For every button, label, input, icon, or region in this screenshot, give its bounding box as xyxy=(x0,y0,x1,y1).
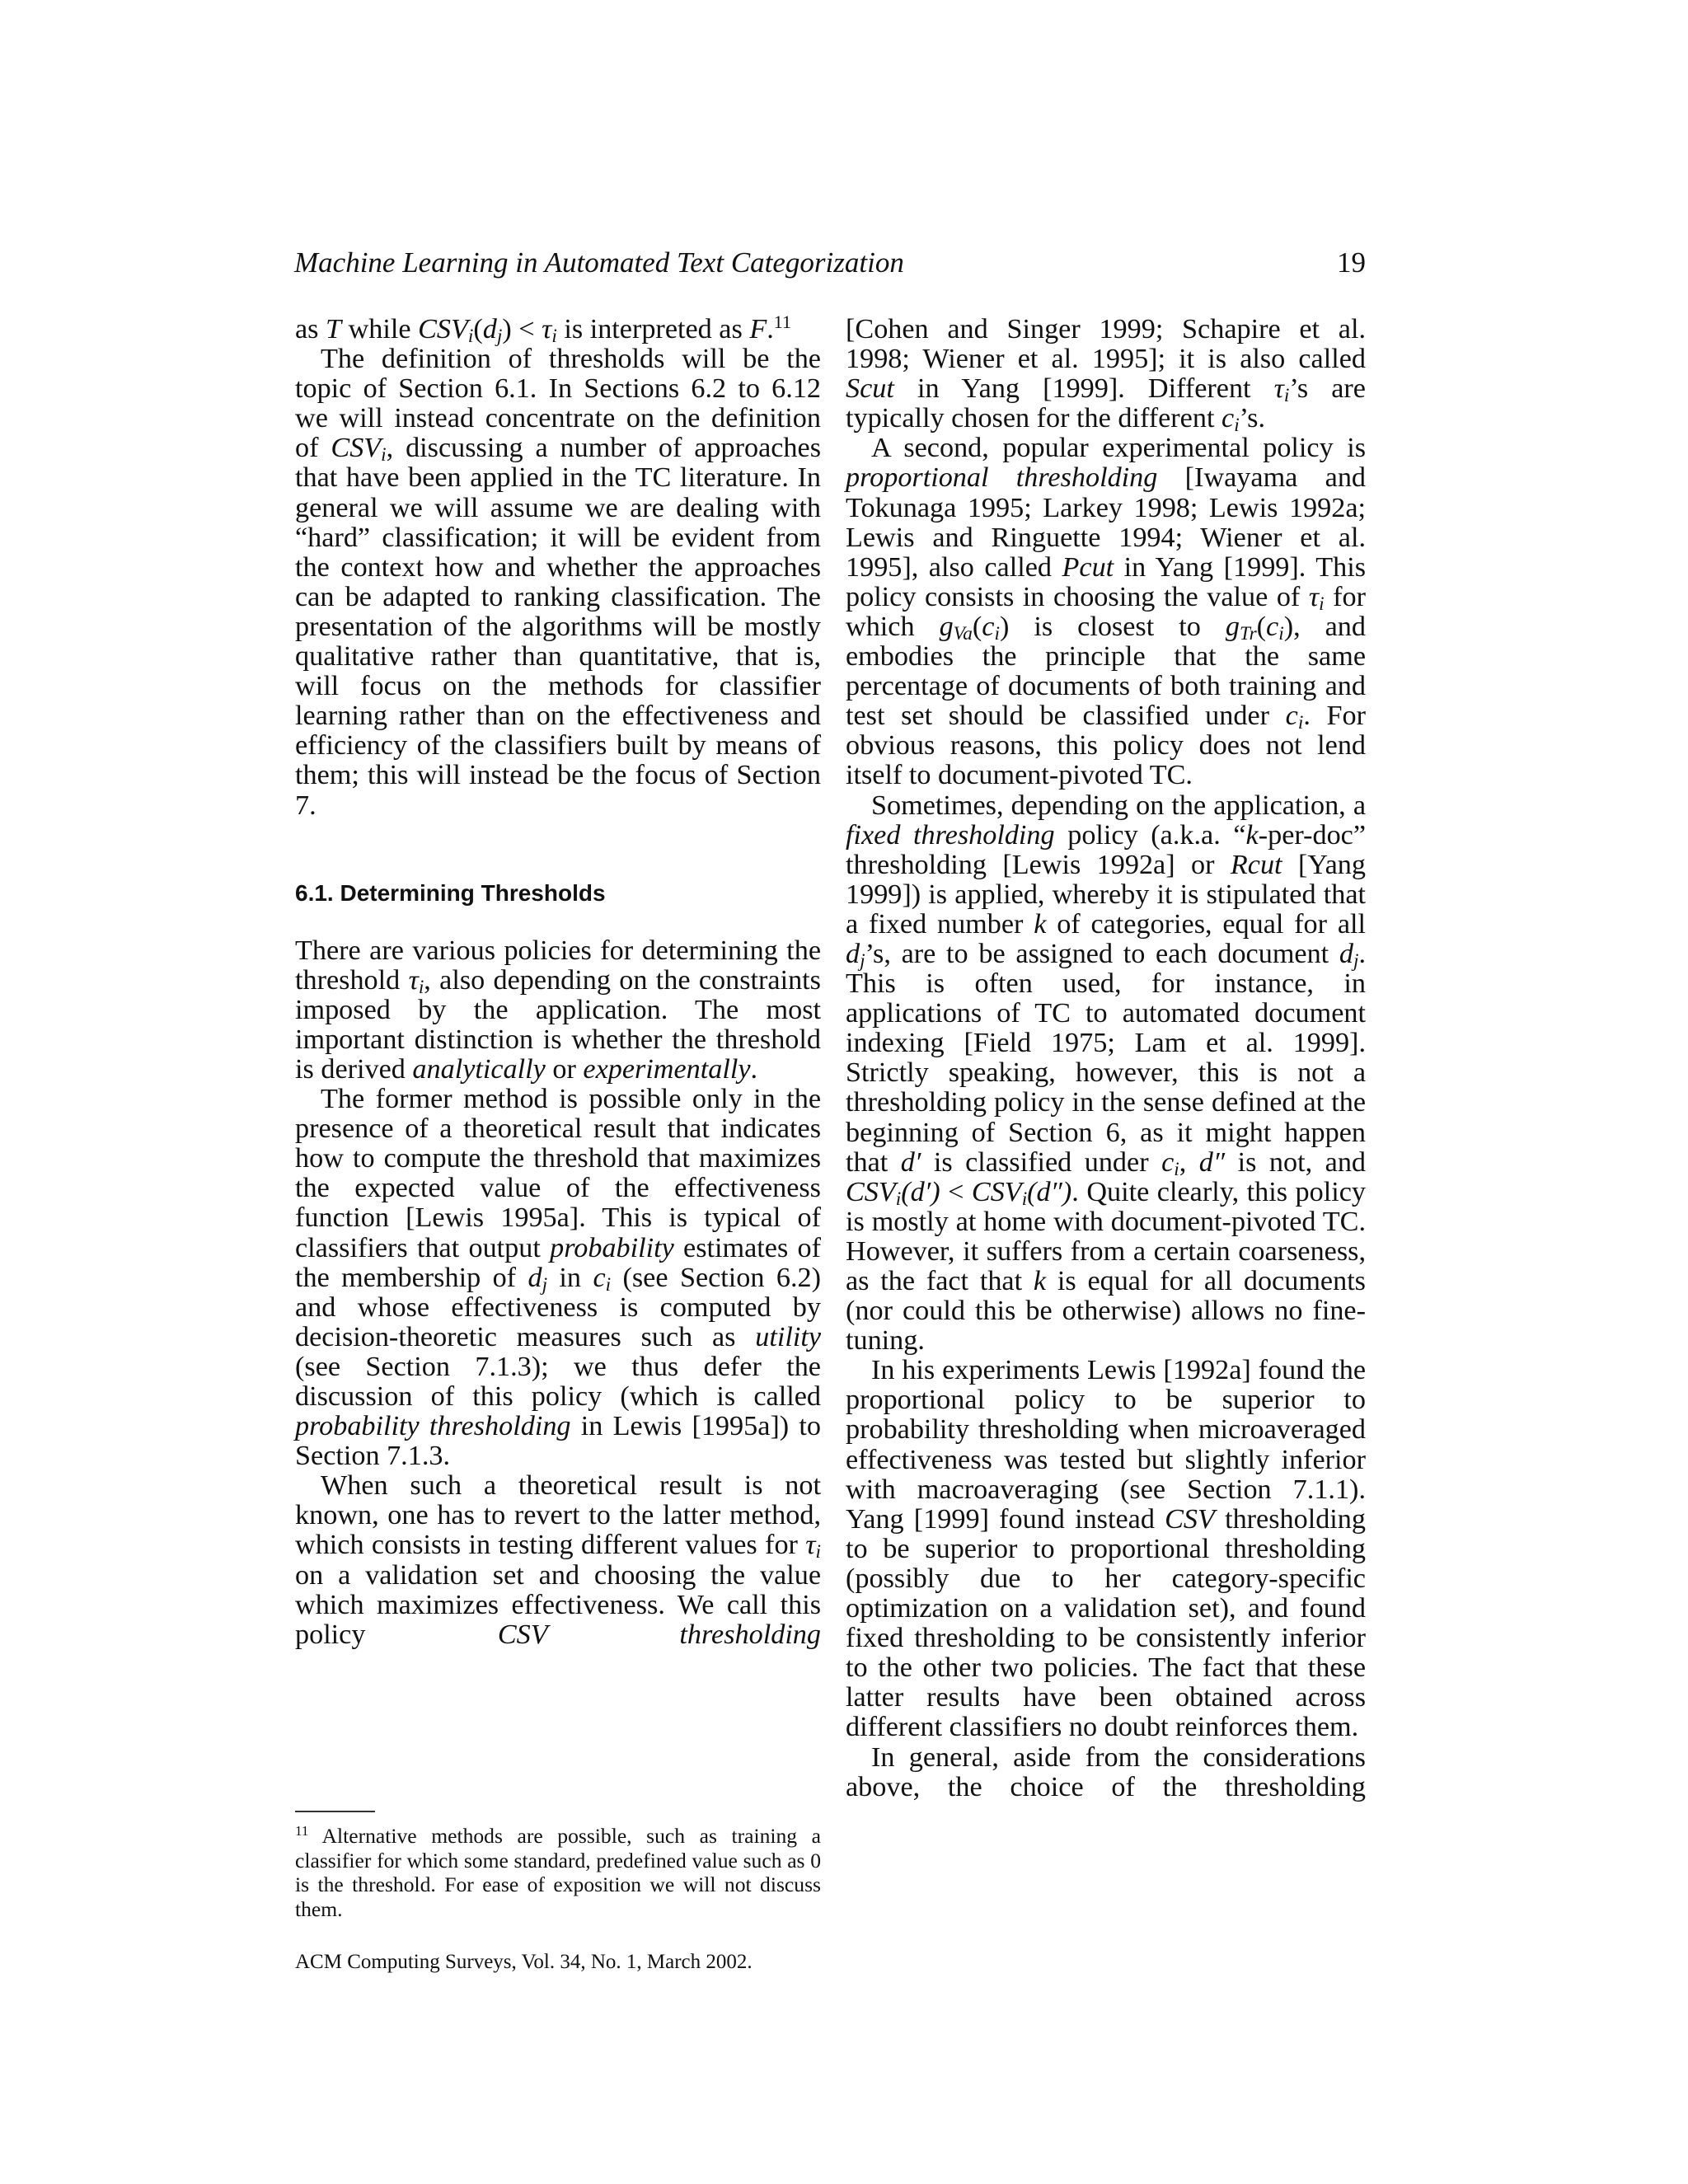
paragraph: A second, popular experimental policy is proportional thresholding [Iwayama and Tokunaga 1995; Larkey 1998; Lewis 1992a; Lewis and Ringuette 1994; Wiener et al. 1995], also called Pcut in Yang [1999]. This policy consists in choosing the value of $\tau_i$ for which $g_{Va}(c_i)$ is closest to $g_{Tr}(c_i)$, and embodies the principle that the same percentage of documents of both training and test set should be classified under $c_i$. For obvious reasons, this policy does not lend itself to document-pivoted TC. xyxy=(846,433,1367,791)
paragraph-continuation: as T while $CSV_i(d_j) < \tau_i$ is interpreted as F.$^{11}$ xyxy=(295,312,791,348)
paragraph: The former method is possible only in the presence of a theoretical result that indicates how to compute the threshold that maximizes the expected value of the effectiveness function [Lewis 1995a]. This is typical of classifiers that output probability estimates of the membership of $d_j$ in $c_i$ (see Section 6.2) and whose effectiveness is computed by decision-theoretic measures such as utility (see Section 7.1.3); we thus defer the discussion of this policy (which is called probability thresholding in Lewis [1995a]) to Section 7.1.3. xyxy=(295,1084,822,1472)
section-heading: 6.1. Determining Thresholds xyxy=(295,879,606,906)
left-column xyxy=(295,312,822,1650)
journal-footer: ACM Computing Surveys, Vol. 34, No. 1, March 2002. xyxy=(295,1951,753,1973)
paragraph: In his experiments Lewis [1992a] found the proportional policy to be superior to probability thresholding when microaveraged effectiveness was tested but slightly inferior with macroaveraging (see Section 7.1.1). Yang [1999] found instead CSV thresholding to be superior to proportional thresholding (possibly due to her category-specific optimization on a validation set), and found fixed thresholding to be consistently inferior to the other two policies. The fact that these latter results have been obtained across different classifiers no doubt reinforces them. xyxy=(846,1355,1366,1743)
paragraph: In general, aside from the considerations above, the choice of the thresholding xyxy=(846,1741,1366,1802)
footnote-rule xyxy=(295,1811,375,1812)
paragraph: Sometimes, depending on the application, a fixed thresholding policy (a.k.a. “k-per-doc” thresholding [Lewis 1992a] or Rcut [Yang 1999]) is applied, whereby it is stipulated that a fixed number k of categories, equal for all $d_j’s$, are to be assigned to each document $d_j$. This is often used, for instance, in applications of TC to automated document indexing [Field 1975; Lam et al. 1999]. Strictly speaking, however, this is not a thresholding policy in the sense defined at the beginning of Section 6, as it might happen that d′ is classified under $c_i$, d″ is not, and $CSV_i(d') < CSV_i(d'')$. Quite clearly, this policy is mostly at home with document-pivoted TC. However, it suffers from a certain coarseness, as the fact that k is equal for all documents (nor could this be otherwise) allows no fine-tuning. xyxy=(846,790,1367,1357)
paragraph: The definition of thresholds will be the topic of Section 6.1. In Sections 6.2 to 6.12 we will instead concentrate on the definition of $CSV_i$, discussing a number of approaches that have been applied in the TC literature. In general we will assume we are dealing with “hard” classification; it will be evident from the context how and whether the approaches can be adapted to ranking classification. The presentation of the algorithms will be mostly qualitative rather than quantitative, that is, will focus on the methods for classifier learning rather than on the effectiveness and efficiency of the classifiers built by means of them; this will instead be the focus of Section 7. xyxy=(295,344,821,821)
paragraph-continuation: [Cohen and Singer 1999; Schapire et al. 1998; Wiener et al. 1995]; it is also called Scut in Yang [1999]. Different $\tau_i’s$ are typically chosen for the different $c_i’s$. xyxy=(846,314,1366,437)
footnote xyxy=(295,1824,821,1921)
paragraph: When such a theoretical result is not known, one has to revert to the latter method, which consists in testing different values for $\tau_i$ on a validation set and choosing the value which maximizes effectiveness. We call this policy CSV thresholding xyxy=(295,1470,821,1650)
footnote-text: Alternative methods are possible, such as training a classifier for which some standard, predefined value such as 0 is the threshold. For ease of exposition we will not discuss them. xyxy=(295,1824,821,1921)
footnote-number: 11 xyxy=(295,1823,309,1839)
page-number: 19 xyxy=(1337,246,1366,279)
running-title: Machine Learning in Automated Text Categorization xyxy=(294,246,904,279)
paragraph: There are various policies for determining the threshold $\tau_i$, also depending on the constraints imposed by the application. The most important distinction is whether the threshold is derived analytically or experimentally. xyxy=(295,935,821,1085)
footnote-marker: 11 xyxy=(773,312,791,332)
right-column xyxy=(846,315,1366,1802)
running-head xyxy=(294,244,1366,282)
